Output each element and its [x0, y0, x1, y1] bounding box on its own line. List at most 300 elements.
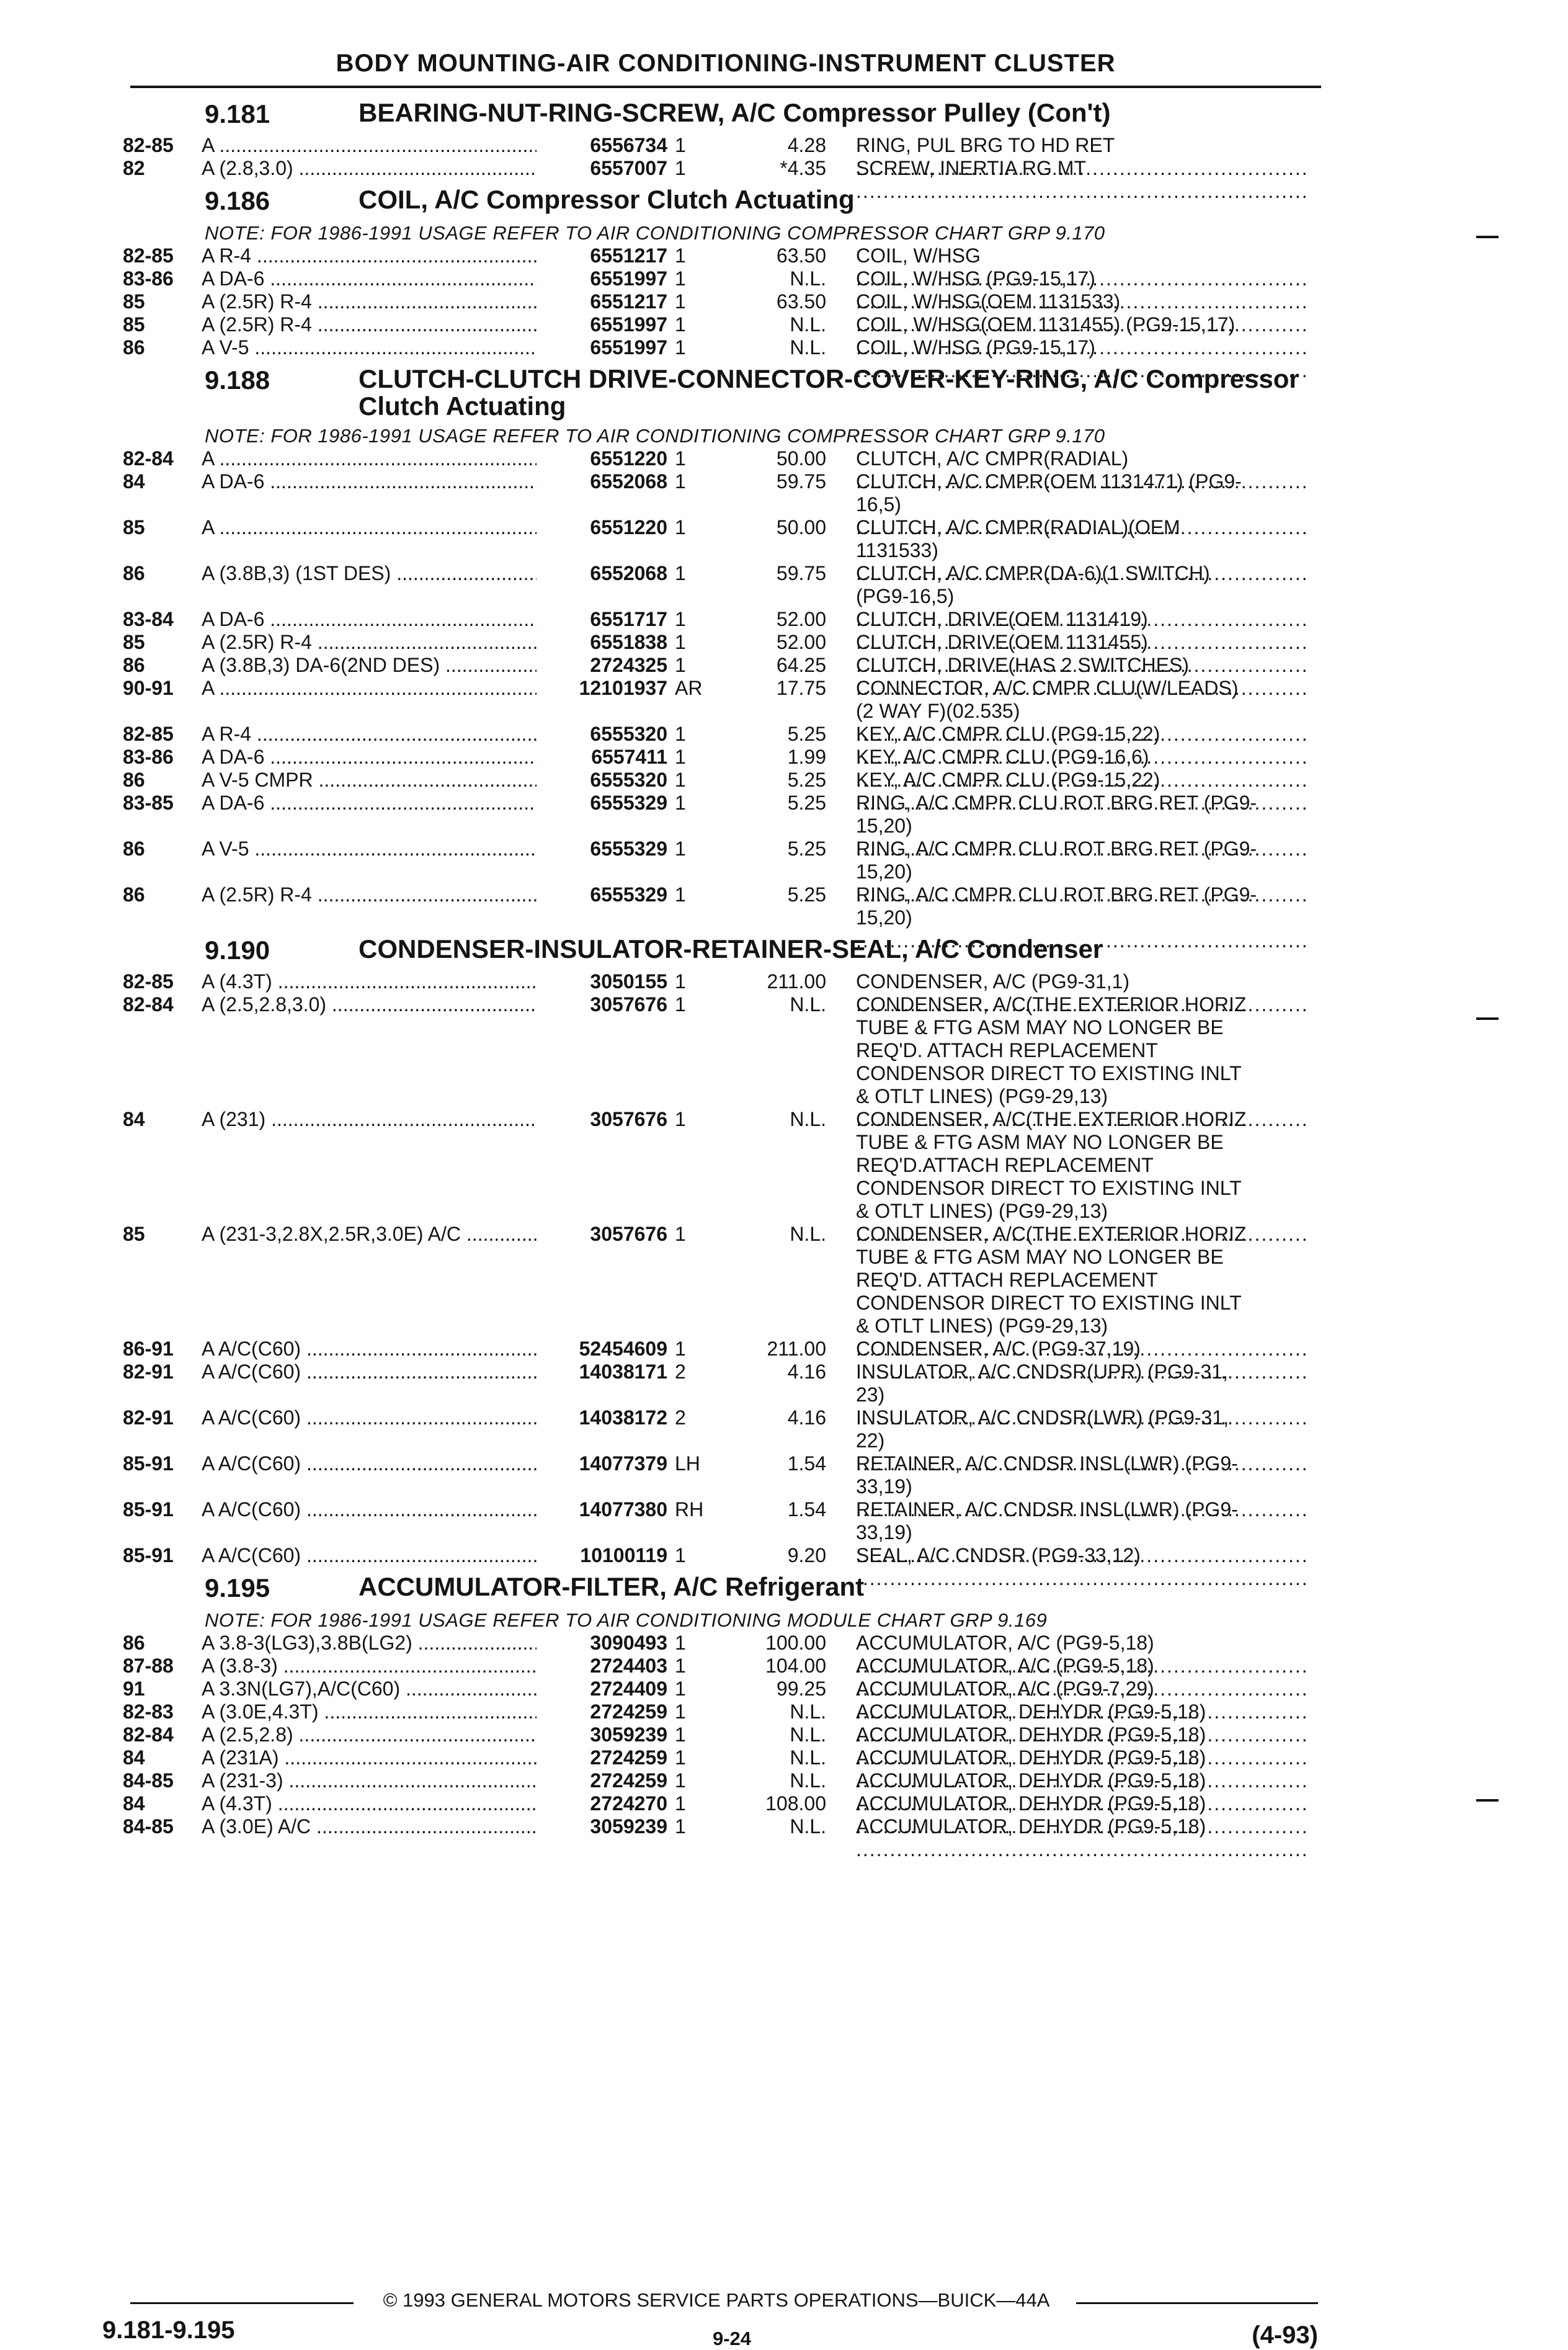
quantity: 1: [675, 1655, 686, 1677]
table-row: [0, 1360, 1568, 1406]
year-range: 86: [123, 562, 145, 584]
usage-code: A (2.5,2.8) .....: [202, 1723, 537, 1746]
part-number: 6551217: [537, 290, 667, 313]
quantity: 1: [675, 244, 686, 267]
price: 108.00: [765, 1792, 826, 1815]
price: N.L.: [790, 1769, 826, 1792]
part-number: 52454609: [537, 1338, 667, 1360]
table-row: [0, 470, 1568, 516]
table-row: [0, 1406, 1568, 1452]
usage-code: A (2.8,3.0) .....: [202, 157, 537, 180]
year-range: 85-91: [123, 1544, 174, 1566]
price: N.L.: [790, 267, 826, 290]
year-range: 86: [123, 654, 145, 676]
footer-page-number: 9-24: [712, 2328, 752, 2349]
price: N.L.: [790, 1223, 826, 1245]
quantity: 1: [675, 290, 686, 313]
section-title: ACCUMULATOR-FILTER, A/C Refrigerant: [359, 1572, 865, 1601]
price: 99.25: [776, 1678, 826, 1700]
usage-code: A V-5 CMPR .....: [202, 769, 537, 792]
section-number: 9.195: [205, 1573, 270, 1602]
quantity: 1: [675, 562, 686, 584]
quantity: 1: [675, 746, 686, 768]
usage-code: A (3.8B,3) DA-6(2ND DES) .....: [202, 654, 537, 677]
part-number: 3090493: [537, 1632, 667, 1655]
usage-code: A (2.5R) R-4 .....: [202, 883, 537, 906]
part-description: RING, A/C CMPR CLU ROT BRG RET (PG9- 15,20) .....: [856, 883, 1309, 952]
part-number: 6555320: [537, 769, 667, 792]
quantity: LH: [675, 1452, 700, 1475]
table-row: [0, 746, 1568, 769]
part-description: COIL, W/HSG (PG9-15,17) .....: [856, 336, 1309, 382]
quantity: 1: [675, 654, 686, 676]
part-description: COIL, W/HSG .....: [856, 244, 1309, 290]
quantity: 1: [675, 1723, 686, 1746]
price: N.L.: [790, 313, 826, 336]
part-description: RING, A/C CMPR CLU ROT BRG RET (PG9- 15,20) .....: [856, 838, 1309, 906]
usage-code: A (2.5R) R-4 .....: [202, 290, 537, 313]
part-description: CONDENSER, A/C(THE EXTERIOR HORIZ TUBE & FTG ASM MAY NO LONGER BE REQ'D.ATTACH REPLACEMENT CONDENSOR DIRECT TO EXISTING INLT & OTLT LINES) (PG9-29,13) .....: [856, 1108, 1309, 1246]
quantity: 1: [675, 631, 686, 653]
footer-rule: [130, 2302, 354, 2304]
usage-code: A (3.8B,3) (1ST DES) .....: [202, 562, 537, 585]
part-description: RETAINER, A/C CNDSR INSL(LWR) (PG9- 33,19) .....: [856, 1498, 1309, 1567]
table-row: [0, 993, 1568, 1108]
price: 50.00: [776, 516, 826, 538]
price: 59.75: [776, 470, 826, 493]
part-description: COIL, W/HSG(OEM 1131533) .....: [856, 290, 1309, 336]
price: 50.00: [776, 447, 826, 470]
table-row: [0, 1498, 1568, 1544]
quantity: 1: [675, 1108, 686, 1130]
section-number: 9.186: [205, 186, 270, 215]
margin-mark: [1476, 236, 1499, 238]
price: *4.35: [780, 157, 826, 179]
part-description: ACCUMULATOR, DEHYDR (PG9-5,18) .....: [856, 1723, 1309, 1769]
usage-code: A A/C(C60) .....: [202, 1452, 537, 1475]
usage-code: A (2.5R) R-4 .....: [202, 313, 537, 336]
price: 104.00: [765, 1655, 826, 1677]
year-range: 82-85: [123, 134, 174, 156]
table-row: [0, 336, 1568, 359]
footer-date: (4-93): [1252, 2321, 1318, 2349]
section-number: 9.181: [205, 99, 270, 128]
part-number: 2724403: [537, 1655, 667, 1678]
usage-code: A V-5 .....: [202, 838, 537, 860]
part-description: CLUTCH, A/C CMPR(RADIAL) .....: [856, 447, 1309, 493]
footer-rule: [1076, 2302, 1318, 2304]
usage-code: A .....: [202, 516, 537, 539]
price: 52.00: [776, 631, 826, 653]
year-range: 86: [123, 769, 145, 791]
quantity: 2: [675, 1406, 686, 1429]
part-description: KEY, A/C CMPR CLU (PG9-15,22) .....: [856, 769, 1309, 815]
section-title: CONDENSER-INSULATOR-RETAINER-SEAL, A/C Condenser: [359, 934, 1103, 963]
quantity: 1: [675, 608, 686, 630]
part-description: CLUTCH, DRIVE(OEM 1131455) .....: [856, 631, 1309, 677]
part-number: 3057676: [537, 1108, 667, 1131]
part-number: 2724259: [537, 1700, 667, 1723]
price: N.L.: [790, 1723, 826, 1746]
table-row: [0, 723, 1568, 746]
year-range: 85-91: [123, 1452, 174, 1475]
price: 211.00: [767, 1338, 826, 1360]
section-heading: [0, 1567, 1568, 1608]
price: 4.28: [787, 134, 826, 156]
part-number: 14038172: [537, 1406, 667, 1429]
table-row: [0, 1769, 1568, 1792]
usage-code: A A/C(C60) .....: [202, 1406, 537, 1429]
part-number: 6552068: [537, 470, 667, 493]
usage-code: A .....: [202, 447, 537, 470]
part-description: COIL, W/HSG (PG9-15,17) .....: [856, 267, 1309, 313]
price: N.L.: [790, 1108, 826, 1130]
part-number: 6551997: [537, 267, 667, 290]
price: 211.00: [767, 970, 826, 993]
part-number: 3059239: [537, 1723, 667, 1746]
table-row: [0, 516, 1568, 562]
section-note: NOTE: FOR 1986-1991 USAGE REFER TO AIR CONDITIONING COMPRESSOR CHART GRP 9.170: [205, 425, 1105, 447]
part-number: 6555329: [537, 792, 667, 815]
table-row: [0, 290, 1568, 313]
table-row: [0, 654, 1568, 677]
usage-code: A (2.5R) R-4 .....: [202, 631, 537, 654]
table-row: [0, 677, 1568, 723]
section-heading: [0, 93, 1568, 134]
quantity: 1: [675, 1792, 686, 1815]
table-row: [0, 1700, 1568, 1723]
usage-code: A (3.8-3) .....: [202, 1655, 537, 1678]
price: 4.16: [787, 1406, 826, 1429]
year-range: 82-84: [123, 993, 174, 1016]
year-range: 83-86: [123, 267, 174, 290]
quantity: 1: [675, 1338, 686, 1360]
parts-listing: [0, 93, 1568, 1838]
quantity: 1: [675, 883, 686, 906]
table-row: [0, 447, 1568, 470]
usage-code: A DA-6 .....: [202, 746, 537, 769]
section-heading: [0, 180, 1568, 221]
part-number: 6551717: [537, 608, 667, 631]
part-number: 6557411: [537, 746, 667, 769]
price: N.L.: [790, 1746, 826, 1769]
table-row: [0, 157, 1568, 180]
part-number: 6555320: [537, 723, 667, 746]
section-note-row: [0, 221, 1568, 244]
quantity: 1: [675, 470, 686, 493]
margin-mark: [1476, 1799, 1499, 1802]
price: 63.50: [776, 244, 826, 267]
part-description: CLUTCH, A/C CMPR(RADIAL)(OEM 1131533) .....: [856, 516, 1309, 585]
price: 5.25: [787, 838, 826, 860]
usage-code: A 3.8-3(LG3),3.8B(LG2) .....: [202, 1632, 537, 1655]
page-header: BODY MOUNTING-AIR CONDITIONING-INSTRUMENT CLUSTER: [336, 50, 1116, 77]
year-range: 85: [123, 1223, 145, 1245]
part-description: INSULATOR, A/C CNDSR(UPR) (PG9-31, 23) .....: [856, 1360, 1309, 1429]
part-description: CONDENSER, A/C (PG9-31,1) .....: [856, 970, 1309, 1016]
part-number: 12101937: [537, 677, 667, 700]
usage-code: A DA-6 .....: [202, 470, 537, 493]
part-description: CLUTCH, A/C CMPR(OEM 1131471) (PG9- 16,5) .....: [856, 470, 1309, 539]
quantity: RH: [675, 1498, 704, 1521]
price: N.L.: [790, 993, 826, 1016]
year-range: 85: [123, 631, 145, 653]
part-number: 14077380: [537, 1498, 667, 1521]
section-title: BEARING-NUT-RING-SCREW, A/C Compressor Pulley (Con't): [359, 98, 1111, 127]
usage-code: A .....: [202, 134, 537, 157]
table-row: [0, 1632, 1568, 1655]
part-description: ACCUMULATOR, DEHYDR (PG9-5,18) .....: [856, 1769, 1309, 1815]
year-range: 82-85: [123, 970, 174, 993]
part-description: SCREW, INERTIA RG MT .....: [856, 157, 1309, 203]
usage-code: A V-5 .....: [202, 336, 537, 359]
header-rule: [130, 86, 1321, 88]
part-description: RING, A/C CMPR CLU ROT BRG RET (PG9- 15,20) .....: [856, 792, 1309, 860]
price: 9.20: [787, 1544, 826, 1566]
part-description: ACCUMULATOR, DEHYDR (PG9-5,18) .....: [856, 1746, 1309, 1792]
year-range: 83-85: [123, 792, 174, 814]
part-number: 6551220: [537, 447, 667, 470]
table-row: [0, 1723, 1568, 1746]
price: 1.54: [787, 1498, 826, 1521]
part-description: CONDENSER, A/C(THE EXTERIOR HORIZ TUBE & FTG ASM MAY NO LONGER BE REQ'D. ATTACH REPLACEMENT CONDENSOR DIRECT TO EXISTING INLT & OTLT LINES) (PG9-29,13) .....: [856, 993, 1309, 1131]
usage-code: A (3.0E) A/C .....: [202, 1815, 537, 1838]
part-description: CONDENSER, A/C (PG9-37,19) .....: [856, 1338, 1309, 1383]
part-number: 10100119: [537, 1544, 667, 1567]
quantity: 1: [675, 1544, 686, 1566]
usage-code: A R-4 .....: [202, 244, 537, 267]
table-row: [0, 1544, 1568, 1567]
year-range: 82-91: [123, 1360, 174, 1383]
price: 52.00: [776, 608, 826, 630]
quantity: 1: [675, 336, 686, 359]
year-range: 86: [123, 838, 145, 860]
quantity: 1: [675, 970, 686, 993]
table-row: [0, 838, 1568, 883]
part-number: 2724259: [537, 1746, 667, 1769]
part-description: KEY, A/C CMPR CLU (PG9-16,6) .....: [856, 746, 1309, 792]
quantity: 1: [675, 993, 686, 1016]
part-description: SEAL, A/C CNDSR (PG9-33,12) .....: [856, 1544, 1309, 1590]
quantity: 1: [675, 769, 686, 791]
table-row: [0, 883, 1568, 929]
part-description: ACCUMULATOR, DEHYDR (PG9-5,18) .....: [856, 1792, 1309, 1838]
quantity: 1: [675, 1700, 686, 1723]
year-range: 85: [123, 290, 145, 313]
table-row: [0, 631, 1568, 654]
year-range: 85-91: [123, 1498, 174, 1521]
part-number: 6551997: [537, 313, 667, 336]
usage-code: A (231) .....: [202, 1108, 537, 1131]
part-description: ACCUMULATOR, DEHYDR (PG9-5,18) .....: [856, 1815, 1309, 1861]
part-number: 6551838: [537, 631, 667, 654]
part-number: 6551220: [537, 516, 667, 539]
table-row: [0, 1746, 1568, 1769]
section-note: NOTE: FOR 1986-1991 USAGE REFER TO AIR CONDITIONING COMPRESSOR CHART GRP 9.170: [205, 222, 1105, 244]
table-row: [0, 1655, 1568, 1678]
price: 1.54: [787, 1452, 826, 1475]
table-row: [0, 1792, 1568, 1815]
year-range: 86-91: [123, 1338, 174, 1360]
year-range: 84: [123, 1746, 145, 1769]
quantity: 1: [675, 723, 686, 745]
section-title: CLUTCH-CLUTCH DRIVE-CONNECTOR-COVER-KEY-RING, A/C Compressor Clutch Actuating: [359, 364, 1299, 421]
year-range: 86: [123, 883, 145, 906]
table-row: [0, 1815, 1568, 1838]
usage-code: A .....: [202, 677, 537, 700]
quantity: 1: [675, 267, 686, 290]
usage-code: A R-4 .....: [202, 723, 537, 746]
part-number: 2724270: [537, 1792, 667, 1815]
table-row: [0, 1338, 1568, 1360]
year-range: 91: [123, 1678, 145, 1700]
table-row: [0, 608, 1568, 631]
quantity: 1: [675, 313, 686, 336]
margin-mark: [1476, 1017, 1499, 1020]
part-description: CLUTCH, DRIVE(HAS 2 SWITCHES) .....: [856, 654, 1309, 700]
part-number: 6552068: [537, 562, 667, 585]
table-row: [0, 244, 1568, 267]
part-description: ACCUMULATOR, DEHYDR (PG9-5,18) .....: [856, 1700, 1309, 1746]
part-description: ACCUMULATOR, A/C (PG9-5,18) .....: [856, 1632, 1309, 1678]
part-number: 6556734: [537, 134, 667, 157]
usage-code: A (4.3T) .....: [202, 970, 537, 993]
quantity: 1: [675, 157, 686, 179]
quantity: 1: [675, 516, 686, 538]
year-range: 84-85: [123, 1769, 174, 1792]
part-description: KEY, A/C CMPR CLU (PG9-15,22) .....: [856, 723, 1309, 769]
section-note-row: [0, 1608, 1568, 1632]
year-range: 86: [123, 336, 145, 359]
usage-code: A 3.3N(LG7),A/C(C60) .....: [202, 1678, 537, 1700]
price: N.L.: [790, 1815, 826, 1838]
part-number: 6551217: [537, 244, 667, 267]
usage-code: A (231-3,2.8X,2.5R,3.0E) A/C .....: [202, 1223, 537, 1246]
section-heading: [0, 359, 1568, 424]
table-row: [0, 313, 1568, 336]
table-row: [0, 1678, 1568, 1700]
year-range: 82-84: [123, 1723, 174, 1746]
usage-code: A A/C(C60) .....: [202, 1544, 537, 1567]
footer-copyright: © 1993 GENERAL MOTORS SERVICE PARTS OPERATIONS—BUICK—44A: [383, 2289, 1050, 2311]
year-range: 82-91: [123, 1406, 174, 1429]
year-range: 82-84: [123, 447, 174, 470]
section-note-row: [0, 424, 1568, 447]
table-row: [0, 562, 1568, 608]
year-range: 85: [123, 313, 145, 336]
price: 5.25: [787, 723, 826, 745]
part-number: 2724325: [537, 654, 667, 677]
year-range: 84: [123, 470, 145, 493]
quantity: 2: [675, 1360, 686, 1383]
year-range: 82-85: [123, 723, 174, 745]
year-range: 82: [123, 157, 145, 179]
price: 100.00: [765, 1632, 826, 1654]
section-note: NOTE: FOR 1986-1991 USAGE REFER TO AIR CONDITIONING MODULE CHART GRP 9.169: [205, 1609, 1048, 1631]
usage-code: A DA-6 .....: [202, 608, 537, 631]
quantity: 1: [675, 134, 686, 156]
price: N.L.: [790, 1700, 826, 1723]
part-description: RING, PUL BRG TO HD RET .....: [856, 134, 1309, 180]
section-number: 9.190: [205, 936, 270, 965]
quantity: 1: [675, 1223, 686, 1245]
part-number: 2724409: [537, 1678, 667, 1700]
table-row: [0, 267, 1568, 290]
quantity: 1: [675, 447, 686, 470]
part-description: CLUTCH, DRIVE(OEM 1131419) .....: [856, 608, 1309, 654]
table-row: [0, 1452, 1568, 1498]
usage-code: A (231A) .....: [202, 1746, 537, 1769]
usage-code: A A/C(C60) .....: [202, 1498, 537, 1521]
quantity: 1: [675, 1769, 686, 1792]
year-range: 87-88: [123, 1655, 174, 1677]
usage-code: A (231-3) .....: [202, 1769, 537, 1792]
part-description: INSULATOR, A/C CNDSR(LWR) (PG9-31, 22) .....: [856, 1406, 1309, 1475]
usage-code: A (2.5,2.8,3.0) .....: [202, 993, 537, 1016]
quantity: AR: [675, 677, 703, 699]
table-row: [0, 134, 1568, 157]
quantity: 1: [675, 1746, 686, 1769]
year-range: 85: [123, 516, 145, 538]
part-description: CLUTCH, A/C CMPR(DA-6)(1 SWITCH) (PG9-16,5) .....: [856, 562, 1309, 631]
price: 5.25: [787, 769, 826, 791]
part-description: ACCUMULATOR, A/C (PG9-7,29) .....: [856, 1678, 1309, 1723]
part-number: 3050155: [537, 970, 667, 993]
part-number: 14038171: [537, 1360, 667, 1383]
price: 4.16: [787, 1360, 826, 1383]
price: 5.25: [787, 883, 826, 906]
part-description: CONNECTOR, A/C CMPR CLU(W/LEADS) (2 WAY F)(02.535) .....: [856, 677, 1309, 746]
price: N.L.: [790, 336, 826, 359]
section-heading: [0, 929, 1568, 970]
table-row: [0, 792, 1568, 838]
part-number: 14077379: [537, 1452, 667, 1475]
quantity: 1: [675, 838, 686, 860]
table-row: [0, 1223, 1568, 1338]
section-title: COIL, A/C Compressor Clutch Actuating: [359, 185, 855, 214]
part-description: COIL, W/HSG(OEM 1131455) (PG9-15,17) .....: [856, 313, 1309, 359]
section-number: 9.188: [205, 365, 270, 395]
table-row: [0, 970, 1568, 993]
part-number: 6555329: [537, 838, 667, 860]
part-number: 2724259: [537, 1769, 667, 1792]
part-description: ACCUMULATOR, A/C (PG9-5,18) .....: [856, 1655, 1309, 1700]
year-range: 84: [123, 1108, 145, 1130]
part-number: 6555329: [537, 883, 667, 906]
part-description: CONDENSER, A/C(THE EXTERIOR HORIZ TUBE & FTG ASM MAY NO LONGER BE REQ'D. ATTACH REPLACEMENT CONDENSOR DIRECT TO EXISTING INLT & OTLT LINES) (PG9-29,13) .....: [856, 1223, 1309, 1360]
price: 5.25: [787, 792, 826, 814]
usage-code: A DA-6 .....: [202, 792, 537, 815]
usage-code: A (4.3T) .....: [202, 1792, 537, 1815]
quantity: 1: [675, 1815, 686, 1838]
year-range: 83-84: [123, 608, 174, 630]
part-number: 6551997: [537, 336, 667, 359]
price: 64.25: [776, 654, 826, 676]
year-range: 84-85: [123, 1815, 174, 1838]
footer-section-range: 9.181-9.195: [102, 2316, 235, 2344]
quantity: 1: [675, 1678, 686, 1700]
part-number: 6557007: [537, 157, 667, 180]
usage-code: A A/C(C60) .....: [202, 1360, 537, 1383]
year-range: 82-83: [123, 1700, 174, 1723]
price: 1.99: [787, 746, 826, 768]
year-range: 82-85: [123, 244, 174, 267]
year-range: 84: [123, 1792, 145, 1815]
quantity: 1: [675, 792, 686, 814]
table-row: [0, 1108, 1568, 1223]
price: 63.50: [776, 290, 826, 313]
usage-code: A A/C(C60) .....: [202, 1338, 537, 1360]
